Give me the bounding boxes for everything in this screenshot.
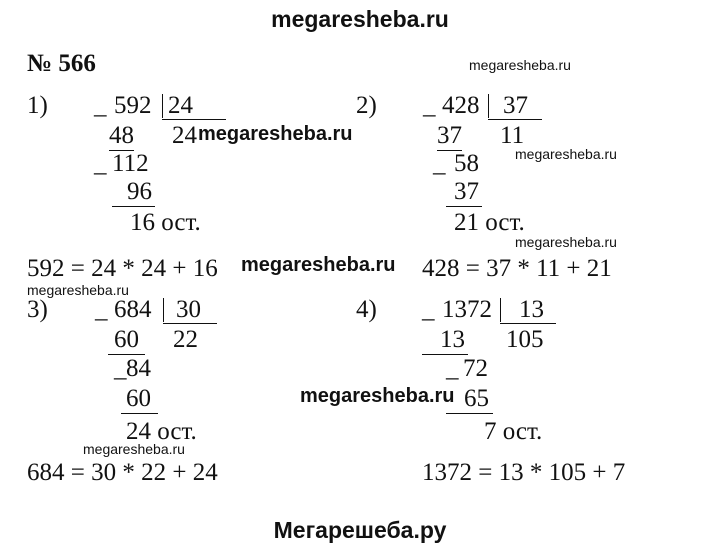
divisor: 13	[519, 296, 544, 323]
small-watermark: megaresheba.ru	[469, 57, 571, 73]
subtrahend: 60	[108, 326, 145, 355]
divisor-line	[500, 323, 556, 324]
quotient: 11	[500, 122, 525, 149]
subtrahend: 37	[437, 122, 462, 149]
dividend: 592	[114, 92, 152, 119]
minus-sign: _	[95, 296, 108, 323]
small-watermark: megaresheba.ru	[515, 234, 617, 250]
minus-sign: _	[422, 296, 435, 323]
divisor: 24	[168, 92, 193, 119]
minus-sign: _	[94, 150, 107, 177]
small-watermark: megaresheba.ru	[27, 282, 129, 298]
subtrahend: 65	[446, 385, 493, 414]
minus-sign: _	[423, 92, 436, 119]
dividend: 684	[114, 296, 152, 323]
mid-watermark: megaresheba.ru	[241, 254, 396, 276]
problem-number: № 566	[27, 50, 96, 77]
subtrahend: 96	[112, 178, 155, 207]
problem-label: 3)	[27, 296, 48, 323]
check-equation: 428 = 37 * 11 + 21	[422, 255, 612, 282]
minus-sign: _	[94, 92, 107, 119]
divisor: 30	[176, 296, 201, 323]
divisor: 37	[503, 92, 528, 119]
minus-sign: _	[446, 355, 459, 382]
small-watermark: megaresheba.ru	[83, 441, 185, 457]
check-equation: 684 = 30 * 22 + 24	[27, 459, 218, 486]
subtrahend: 13	[422, 326, 468, 355]
partial-dividend: 112	[112, 150, 149, 177]
mid-watermark: megaresheba.ru	[300, 385, 455, 407]
header-watermark: megaresheba.ru	[271, 6, 449, 32]
quotient: 24	[172, 122, 197, 149]
partial-dividend: 58	[454, 150, 479, 177]
divisor-line	[162, 119, 226, 120]
check-equation: 1372 = 13 * 105 + 7	[422, 459, 626, 486]
problem-label: 1)	[27, 92, 48, 119]
problem-label: 4)	[356, 296, 377, 323]
partial-dividend: 72	[463, 355, 488, 382]
minus-sign: _	[433, 150, 446, 177]
remainder: 21 ост.	[454, 209, 525, 236]
subtrahend: 60	[121, 385, 158, 414]
problem-label: 2)	[356, 92, 377, 119]
division-bar	[500, 298, 501, 322]
divisor-line	[163, 323, 217, 324]
remainder: 16 ост.	[130, 209, 201, 236]
division-bar	[162, 94, 163, 118]
quotient: 105	[506, 326, 544, 353]
subtrahend: 37	[446, 178, 482, 207]
quotient: 22	[173, 326, 198, 353]
partial-dividend: 84	[126, 355, 151, 382]
division-bar	[163, 298, 164, 322]
subtrahend: 48	[109, 122, 134, 149]
dividend: 1372	[442, 296, 492, 323]
footer-watermark: Мегарешеба.ру	[273, 517, 447, 543]
mid-watermark: megaresheba.ru	[198, 123, 353, 145]
division-bar	[488, 94, 489, 118]
minus-sign: _	[114, 355, 127, 382]
remainder: 7 ост.	[484, 418, 543, 445]
remainder: 24 ост.	[126, 418, 197, 445]
dividend: 428	[442, 92, 480, 119]
check-equation: 592 = 24 * 24 + 16	[27, 255, 218, 282]
divisor-line	[488, 119, 542, 120]
small-watermark: megaresheba.ru	[515, 146, 617, 162]
